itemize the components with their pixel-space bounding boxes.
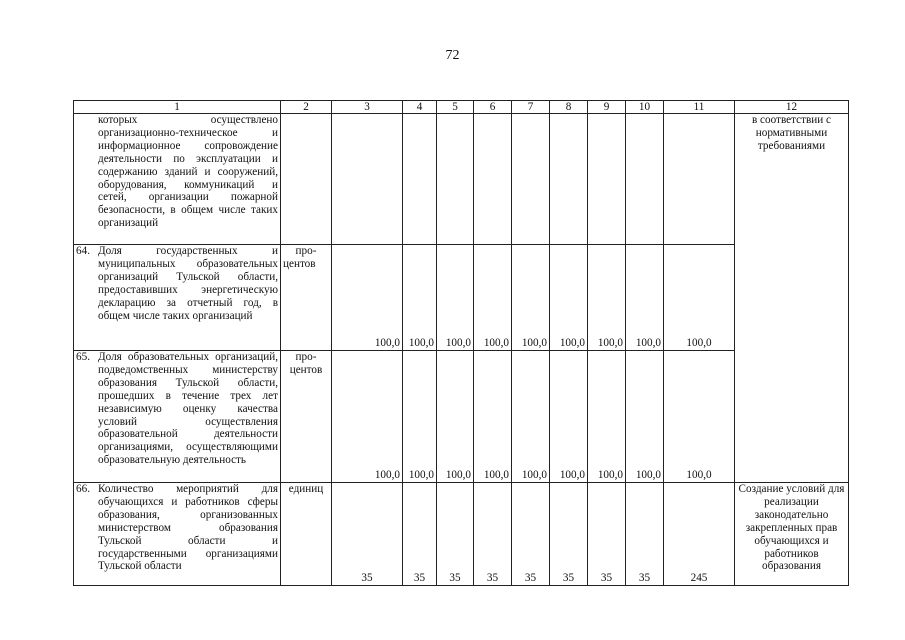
value-cell: 100,0: [512, 351, 550, 483]
value-cell: 100,0: [474, 245, 512, 351]
value-cell: 100,0: [512, 245, 550, 351]
value-cell: 35: [332, 483, 403, 586]
col-header: 3: [332, 101, 403, 114]
header-row: [74, 101, 849, 114]
value-cell: 35: [550, 483, 588, 586]
note-cell: в соответствии с нормативными требованиями: [735, 114, 849, 483]
value-cell: 35: [437, 483, 474, 586]
col-header: 1: [74, 101, 281, 114]
page-number: 72: [445, 48, 460, 63]
value-cell: 100,0: [403, 245, 437, 351]
table-row-65: [74, 351, 849, 483]
table-row-66: [74, 483, 849, 586]
indicator-text: Доля образовательных организаций, подведомственных министерству образования Тульской области, прошедших в течение трех лет независимую оценку качества условий осуществления образовательной деятельности организациями, осуществляющими образовательную деятельность: [98, 351, 278, 467]
value-cell: 100,0: [437, 245, 474, 351]
col-header: 2: [281, 101, 332, 114]
value-cell: 100,0: [550, 245, 588, 351]
value-cell: 35: [403, 483, 437, 586]
value-cell: 35: [474, 483, 512, 586]
value-cell: 100,0: [588, 351, 626, 483]
col-header: 8: [550, 101, 588, 114]
total-cell: 100,0: [664, 245, 735, 351]
col-header: 7: [512, 101, 550, 114]
unit-cell: про-центов: [281, 245, 332, 351]
unit-cell: единиц: [281, 483, 332, 586]
value-cell: 100,0: [403, 351, 437, 483]
indicator-text: Количество мероприятий для обучающихся и работников сферы образования, организованных министерством образования Тульской области и государственными организациями Тульской области: [98, 483, 278, 573]
row-number: 65.: [76, 351, 90, 363]
value-cell: 100,0: [332, 351, 403, 483]
indicator-text: Доля государственных и муниципальных образовательных организаций Тульской области, предоставивших энергетическую декларацию за отчетный год, в общем числе таких организаций: [98, 245, 278, 322]
value-cell: 100,0: [332, 245, 403, 351]
col-header: 11: [664, 101, 735, 114]
value-cell: 100,0: [626, 351, 664, 483]
table-row-continued: [74, 114, 849, 245]
col-header: 12: [735, 101, 849, 114]
value-cell: 100,0: [588, 245, 626, 351]
row-number: 64.: [76, 245, 90, 257]
row-number: 66.: [76, 483, 90, 495]
col-header: 10: [626, 101, 664, 114]
col-header: 5: [437, 101, 474, 114]
value-cell: 35: [512, 483, 550, 586]
value-cell: 35: [626, 483, 664, 586]
value-cell: 35: [588, 483, 626, 586]
indicators-table: [73, 100, 849, 586]
table-row-64: [74, 245, 849, 351]
unit-cell: про-центов: [281, 351, 332, 483]
col-header: 9: [588, 101, 626, 114]
note-cell: Создание условий для реализации законодательно закрепленных прав обучающихся и работников образования: [735, 483, 849, 586]
indicator-text: которых осуществлено организационно-техническое и информационное сопровождение деятельности по эксплуатации и содержанию зданий и сооружений, оборудования, коммуникаций и сетей, организации пожарной безопасности, в общем числе таких организаций: [74, 114, 281, 245]
col-header: 6: [474, 101, 512, 114]
total-cell: 100,0: [664, 351, 735, 483]
value-cell: 100,0: [474, 351, 512, 483]
total-cell: 245: [664, 483, 735, 586]
value-cell: 100,0: [550, 351, 588, 483]
value-cell: 100,0: [437, 351, 474, 483]
value-cell: 100,0: [626, 245, 664, 351]
col-header: 4: [403, 101, 437, 114]
